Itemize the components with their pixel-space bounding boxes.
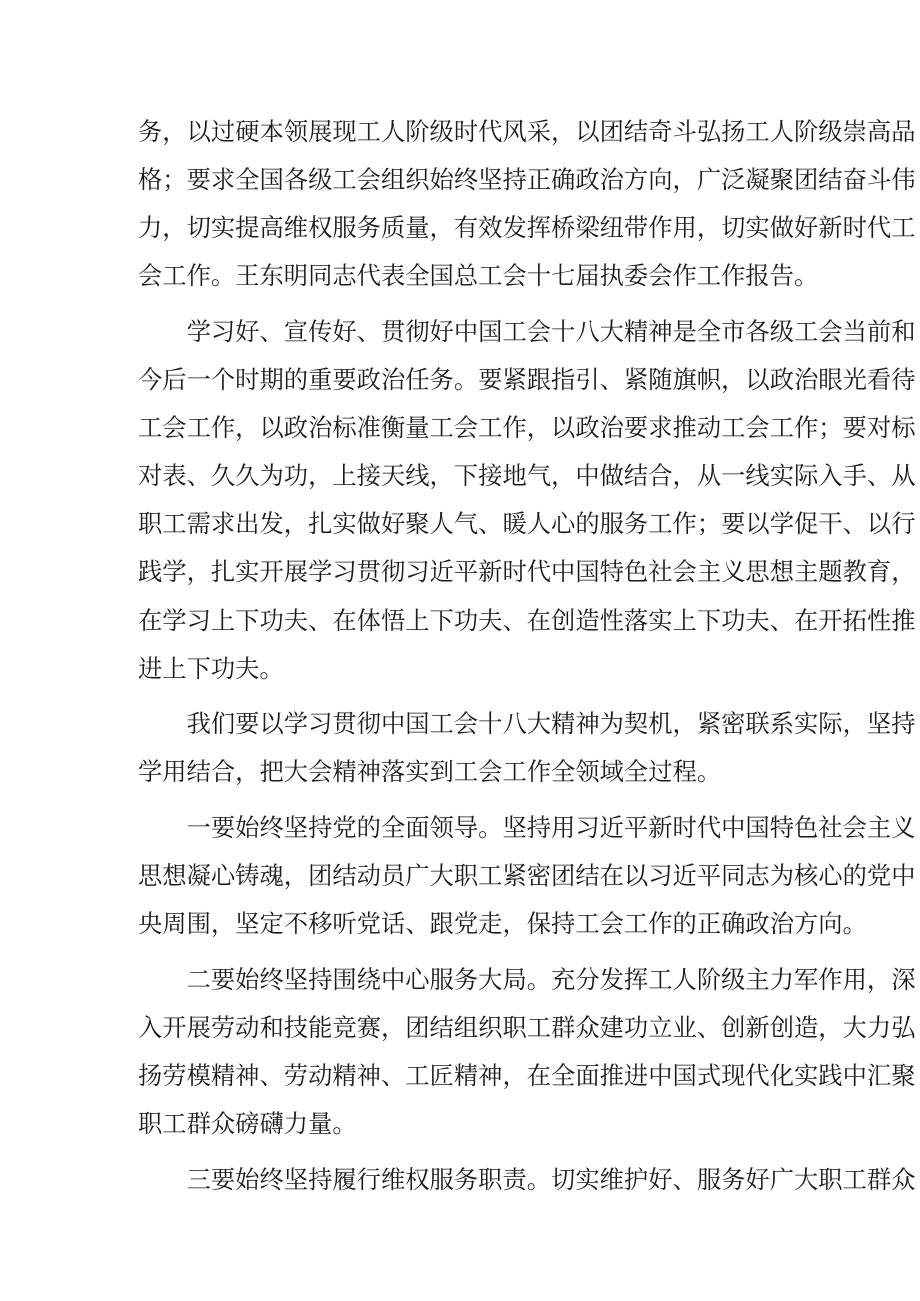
- text-line: 会工作。王东明同志代表全国总工会十七届执委会作工作报告。: [138, 261, 819, 291]
- text-line: 工会工作，以政治标准衡量工会工作，以政治要求推动工会工作；要对标: [138, 413, 916, 443]
- paragraph: [138, 308, 916, 693]
- text-line: 对表、久久为功，上接天线，下接地气，中做结合，从一线实际入手、从: [138, 461, 916, 491]
- paragraph: [138, 700, 916, 796]
- text-line: 力，切实提高维权服务质量，有效发挥桥梁纽带作用，切实做好新时代工: [138, 213, 916, 243]
- text-line: 二要始终坚持围绕中心服务大局。充分发挥工人阶级主力军作用，深: [186, 964, 916, 994]
- text-line: 我们要以学习贯彻中国工会十八大精神为契机，紧密联系实际，坚持: [186, 709, 916, 739]
- body-text: [138, 108, 916, 1212]
- text-line: 一要始终坚持党的全面领导。坚持用习近平新时代中国特色社会主义: [186, 813, 916, 843]
- text-line: 央周围，坚定不移听党话、跟党走，保持工会工作的正确政治方向。: [138, 909, 867, 939]
- paragraph: [138, 956, 916, 1148]
- text-line: 职工群众磅礴力量。: [138, 1109, 357, 1139]
- paragraph: [138, 804, 916, 948]
- text-line: 职工需求出发，扎实做好聚人气、暖人心的服务工作；要以学促干、以行: [138, 509, 916, 539]
- text-line: 三要始终坚持履行维权服务职责。切实维护好、服务好广大职工群众: [186, 1164, 916, 1194]
- text-line: 学用结合，把大会精神落实到工会工作全领域全过程。: [138, 757, 722, 787]
- paragraph: [138, 108, 916, 300]
- text-line: 扬劳模精神、劳动精神、工匠精神，在全面推进中国式现代化实践中汇聚: [138, 1061, 916, 1091]
- text-line: 今后一个时期的重要政治任务。要紧跟指引、紧随旗帜，以政治眼光看待: [138, 365, 916, 395]
- paragraph: [138, 1156, 916, 1204]
- text-line: 在学习上下功夫、在体悟上下功夫、在创造性落实上下功夫、在开拓性推: [138, 605, 916, 635]
- text-line: 进上下功夫。: [138, 653, 284, 683]
- text-line: 入开展劳动和技能竞赛，团结组织职工群众建功立业、创新创造，大力弘: [138, 1013, 916, 1043]
- text-line: 格；要求全国各级工会组织始终坚持正确政治方向，广泛凝聚团结奋斗伟: [138, 165, 916, 195]
- text-line: 务，以过硬本领展现工人阶级时代风采，以团结奇斗弘扬工人阶级崇高品: [138, 117, 916, 146]
- text-line: 学习好、宣传好、贯彻好中国工会十八大精神是全市各级工会当前和: [186, 316, 916, 346]
- text-line: 思想凝心铸魂，团结动员广大职工紧密团结在以习近平同志为核心的党中: [138, 861, 916, 891]
- text-line: 践学，扎实开展学习贯彻习近平新时代中国特色社会主义思想主题教育，: [138, 557, 916, 587]
